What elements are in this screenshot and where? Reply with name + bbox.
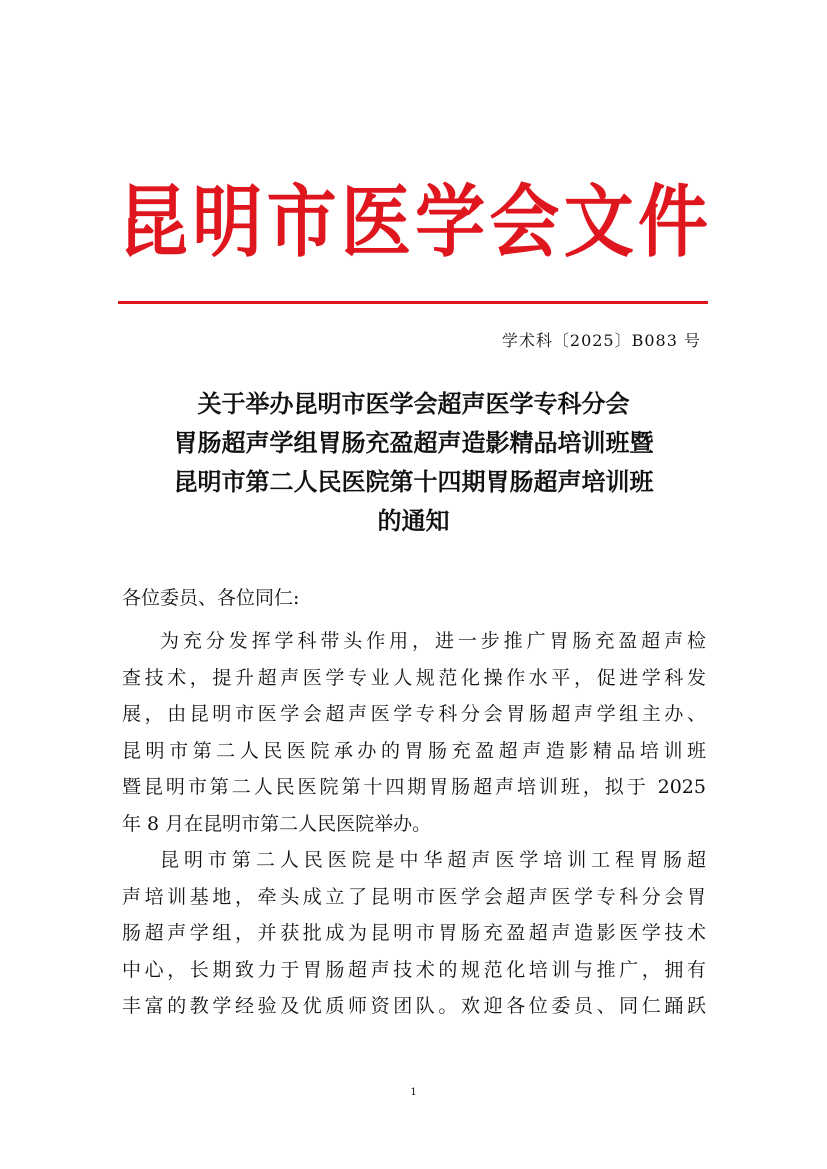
header-title-char: 明 [192,176,263,268]
paragraph-line: 丰富的教学经验及优质师资团队。欢迎各位委员、同仁踊跃 [122,995,706,1017]
paragraph-line: 昆明市第二人民医院承办的胃肠充盈超声造影精品培训班 [122,739,706,762]
header-title-char: 昆 [118,176,188,268]
header-title-char: 学 [415,176,486,268]
title-line: 的通知 [377,506,450,535]
document-number: 学术科〔2025〕B083 号 [501,331,701,350]
header-divider [118,301,708,304]
paragraph-line: 年 8 月在昆明市第二人民医院举办。 [122,812,432,835]
paragraph-line: 展，由昆明市医学会超声医学专科分会胃肠超声学组主办、 [122,703,706,725]
document-title [100,384,727,540]
paragraph-line: 昆明市第二人民医院是中华超声医学培训工程胃肠超 [160,849,706,871]
header-title-char: 医 [340,176,411,268]
paragraph-line: 为充分发挥学科带头作用，进一步推广胃肠充盈超声检 [160,630,706,652]
header-title-char: 文 [563,176,634,268]
paragraph-line: 肠超声学组，并获批成为昆明市胃肠充盈超声造影医学技术 [122,922,706,944]
title-line: 胃肠超声学组胃肠充盈超声造影精品培训班暨 [173,428,654,457]
header-title-char: 市 [266,176,337,268]
document-header-title [118,174,708,270]
paragraph-line: 暨昆明市第二人民医院第十四期胃肠超声培训班，拟于 2025 [122,776,706,798]
paragraph-line: 查技术，提升超声医学专业人规范化操作水平，促进学科发 [122,666,706,689]
header-title-char: 件 [637,176,708,268]
header-title-char: 会 [489,176,560,268]
page-number: 1 [410,1087,417,1098]
salutation: 各位委员、各位同仁: [122,587,300,609]
document-body [122,623,706,1025]
paragraph-line: 声培训基地，牵头成立了昆明市医学会超声医学专科分会胃 [122,885,706,908]
title-line: 昆明市第二人民医院第十四期胃肠超声培训班 [173,467,654,496]
title-line: 关于举办昆明市医学会超声医学专科分会 [197,389,630,418]
paragraph-line: 中心，长期致力于胃肠超声技术的规范化培训与推广，拥有 [122,958,706,981]
